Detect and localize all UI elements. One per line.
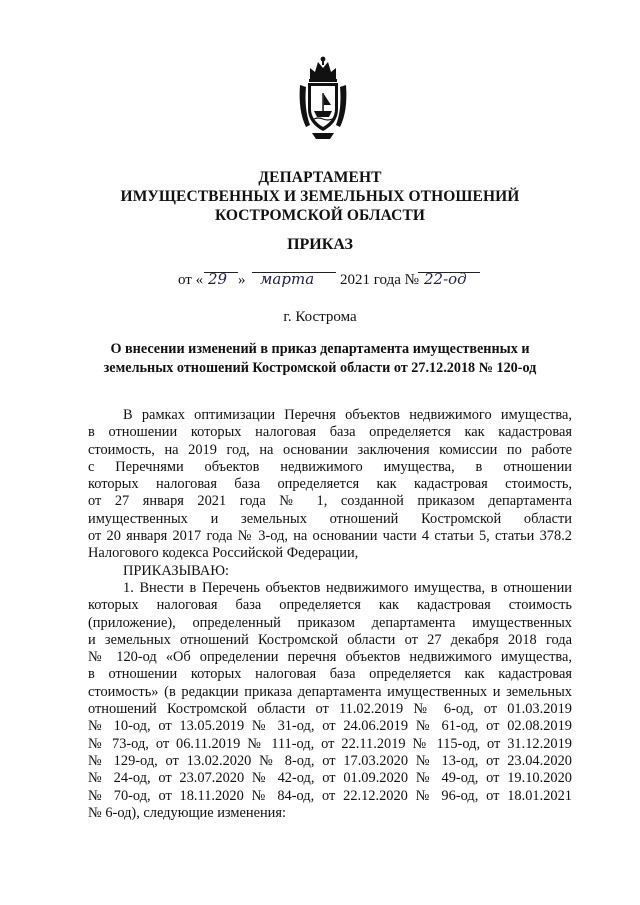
- date-day: 29: [208, 270, 228, 288]
- body-line: № 70-од, от 18.11.2020 № 84-од, от 22.12.2020 № 96-од, от 18.01.2021: [88, 787, 572, 804]
- body-line: № 6-од), следующие изменения:: [88, 804, 286, 821]
- body-line: с Перечнями объектов недвижимого имущества, в отношении: [88, 458, 572, 475]
- order-body: [88, 407, 572, 822]
- body-line: стоимость, на 2019 год, на основании заключения комиссии по работе: [88, 441, 572, 458]
- department-name-line2: ИМУЩЕСТВЕННЫХ И ЗЕМЕЛЬНЫХ ОТНОШЕНИЙ: [120, 188, 520, 205]
- body-line: стоимость» (в редакции приказа департамента имущественных и земельных: [88, 683, 572, 700]
- coat-of-arms-emblem: [296, 55, 350, 141]
- body-line: № 10-од, от 13.05.2019 № 31-од, от 24.06.2019 № 61-од, от 02.08.2019: [88, 718, 572, 735]
- department-name-line3: КОСТРОМСКОЙ ОБЛАСТИ: [214, 207, 426, 224]
- body-line: имущественных и земельных отношений Костромской области: [88, 510, 572, 527]
- body-line: которых налоговая база определяется как кадастровая стоимость: [88, 597, 572, 614]
- department-name-line1: ДЕПАРТАМЕНТ: [258, 169, 382, 186]
- subject-line1: О внесении изменений в приказ департамента имущественных и: [110, 341, 530, 357]
- order-city: г. Кострома: [283, 309, 357, 325]
- body-line: № 73-од, от 06.11.2019 № 111-од, от 22.11.2019 № 115-од, от 31.12.2019: [88, 735, 572, 752]
- body-line: от 20 января 2017 года № 3-од, на основании части 4 статьи 5, статьи 378.2: [88, 528, 572, 545]
- body-line: в отношении которых налоговая база определяется как кадастровая: [88, 424, 572, 441]
- body-line: которых налоговая база определяется как кадастровая стоимость,: [88, 476, 572, 493]
- date-month: марта: [260, 270, 315, 288]
- body-line: отношений Костромской области от 11.02.2019 № 6-од, от 01.03.2019: [88, 701, 572, 718]
- body-line: В рамках оптимизации Перечня объектов недвижимого имущества,: [123, 407, 572, 423]
- order-subject: [80, 340, 560, 378]
- body-line: в отношении которых налоговая база определяется как кадастровая: [88, 666, 572, 683]
- body-line: 1. Внести в Перечень объектов недвижимого имущества, в отношении: [123, 579, 572, 596]
- body-line: № 129-од, от 13.02.2020 № 8-од, от 17.03.2020 № 13-од, от 23.04.2020: [88, 752, 572, 769]
- order-number: 22-од: [424, 270, 467, 288]
- order-title: ПРИКАЗ: [287, 236, 353, 253]
- body-line: Налогового кодекса Российской Федерации,: [88, 545, 359, 562]
- date-separator: »: [238, 272, 246, 288]
- date-year: 2021 года №: [340, 272, 419, 288]
- body-line: (приложение), определенный приказом департамента имущественных: [88, 614, 572, 631]
- body-line: № 120-од «Об определении перечня объектов недвижимого имущества,: [88, 649, 572, 666]
- body-line: от 27 января 2021 года № 1, созданной приказом департамента: [88, 493, 572, 510]
- body-heading-order: ПРИКАЗЫВАЮ:: [123, 562, 230, 579]
- body-line: и земельных отношений Костромской области от 27 декабря 2018 года: [88, 631, 572, 648]
- order-date-line: [178, 272, 498, 300]
- body-line: № 24-од, от 23.07.2020 № 42-од, от 01.09.2020 № 49-од, от 19.10.2020: [88, 770, 572, 787]
- date-prefix: от «: [178, 272, 204, 288]
- subject-line2: земельных отношений Костромской области от 27.12.2018 № 120-од: [103, 360, 537, 376]
